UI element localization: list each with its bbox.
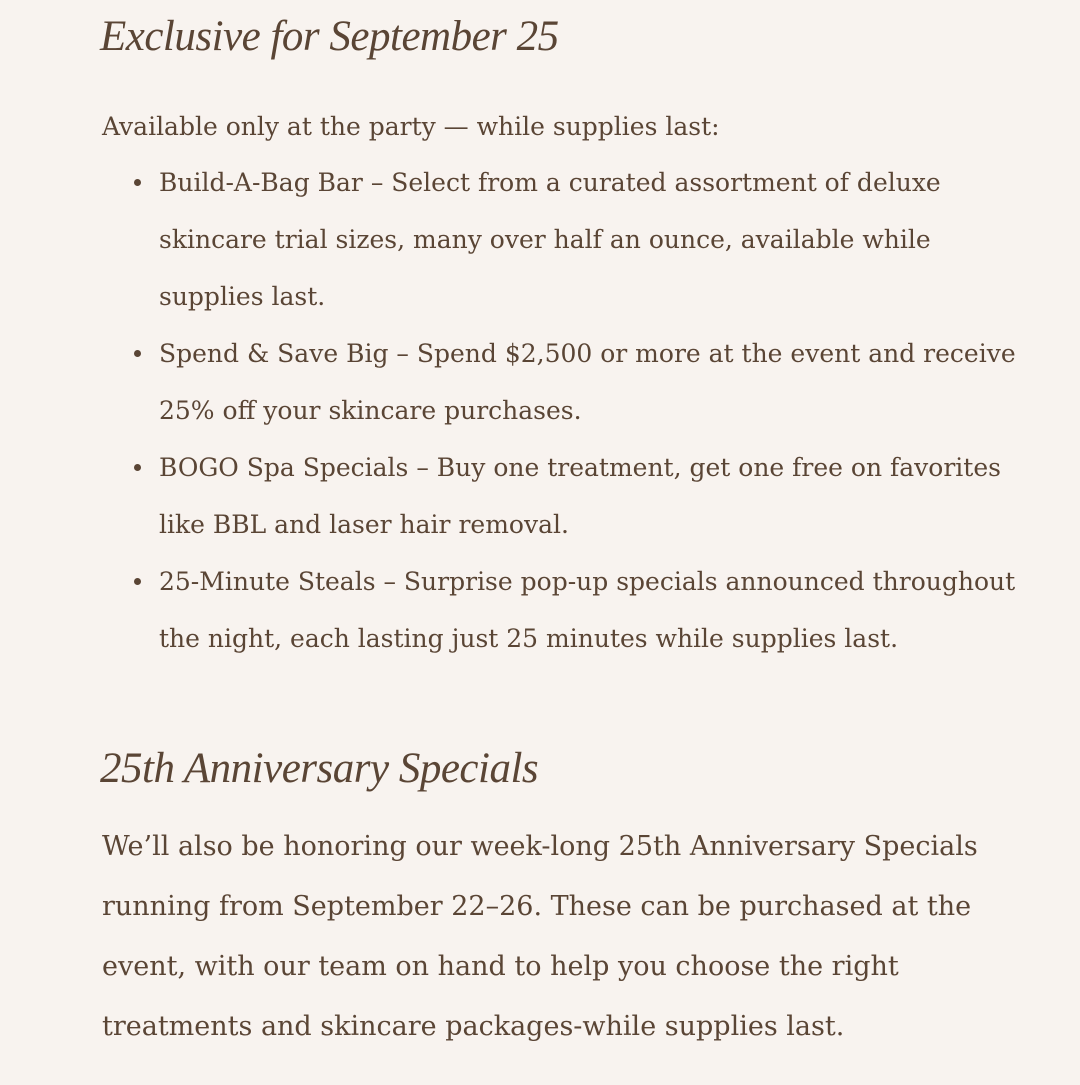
anniversary-paragraph: We’ll also be honoring our week-long 25th Anniversary Specials running from September 22–26. These can be purchased at the event, with our team on hand to help you choose the right treatments and skincare packages-while supplies last.: [102, 831, 978, 1042]
list-item: [159, 325, 1029, 439]
list-item: [159, 154, 1029, 325]
offer-text: 25-Minute Steals – Surprise pop-up specials announced throughout the night, each lasting just 25 minutes while supplies last.: [159, 567, 1016, 653]
bullet-icon: [134, 464, 141, 471]
bullet-icon: [134, 350, 141, 357]
offer-list: [159, 154, 1029, 667]
offer-text: Build-A-Bag Bar – Select from a curated assortment of deluxe skincare trial sizes, many over half an ounce, available while supplies last.: [159, 168, 941, 311]
offer-text: Spend & Save Big – Spend $2,500 or more at the event and receive 25% off your skincare purchases.: [159, 339, 1016, 425]
bullet-icon: [134, 578, 141, 585]
bullet-icon: [134, 179, 141, 186]
exclusive-heading: Exclusive for September 25: [100, 13, 559, 60]
exclusive-intro: Available only at the party — while supplies last:: [102, 112, 720, 141]
anniversary-heading: 25th Anniversary Specials: [100, 745, 539, 792]
list-item: [159, 553, 1029, 667]
offer-text: BOGO Spa Specials – Buy one treatment, get one free on favorites like BBL and laser hair removal.: [159, 453, 1001, 539]
list-item: [159, 439, 1029, 553]
